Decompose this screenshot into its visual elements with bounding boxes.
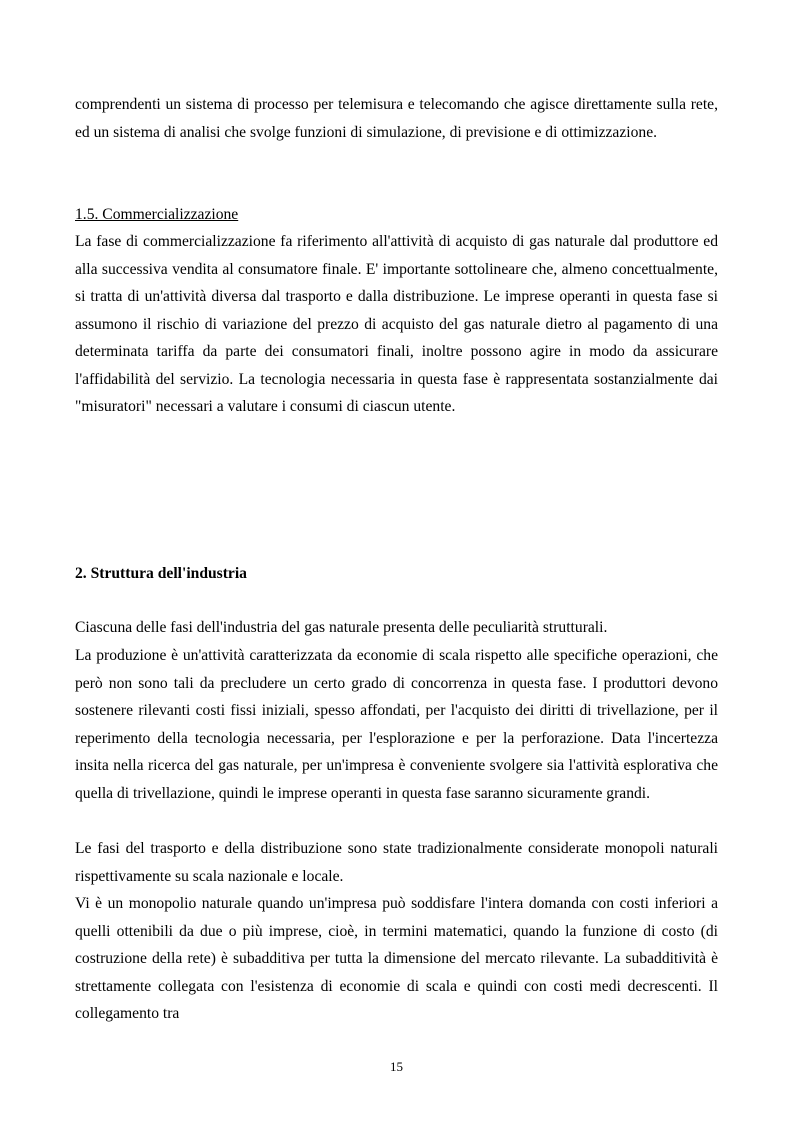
section-2-paragraph-3: Le fasi del trasporto e della distribuzione sono state tradizionalmente considerate monopoli naturali rispettivamente su scala nazionale e locale. [75,840,718,885]
page-number: 15 [390,1059,403,1074]
section-2-heading: 2. Struttura dell'industria [75,565,247,582]
section-1-5-heading: 1.5. Commercializzazione [75,206,239,223]
section-2-paragraph-2: La produzione è un'attività caratterizzata da economie di scala rispetto alle specifiche operazioni, che però non sono tali da precludere un certo grado di concorrenza in questa fase. I produttori devono sostenere rilevanti costi fissi iniziali, spesso affondati, per l'acquisto dei diritti di trivellazione, per il reperimento della tecnologia necessaria, per l'esplorazione e per la perforazione. Data l'incertezza insita nella ricerca del gas naturale, per un'impresa è conveniente svolgere sia l'attività esplorativa che quella di trivellazione, quindi le imprese operanti in questa fase saranno sicuramente grandi. [75,647,718,802]
section-2-paragraph-1: Ciascuna delle fasi dell'industria del gas naturale presenta delle peculiarità strutturali. [75,619,608,636]
section-2-paragraph-4: Vi è un monopolio naturale quando un'impresa può soddisfare l'intera domanda con costi inferiori a quelli ottenibili da due o più imprese, cioè, in termini matematici, quando la funzione di costo (di costruzione della rete) è subadditiva per tutta la dimensione del mercato rilevante. La subadditività è strettamente collegata con l'esistenza di economie di scala e quindi con costi medi decrescenti. Il collegamento tra [75,895,718,1022]
intro-paragraph: comprendenti un sistema di processo per telemisura e telecomando che agisce direttamente sulla rete, ed un sistema di analisi che svolge funzioni di simulazione, di previsione e di ottimizzazione. [75,96,718,141]
section-1-5-paragraph: La fase di commercializzazione fa riferimento all'attività di acquisto di gas naturale dal produttore ed alla successiva vendita al consumatore finale. E' importante sottolineare che, almeno concettualmente, si tratta di un'attività diversa dal trasporto e dalla distribuzione. Le imprese operanti in questa fase si assumono il rischio di variazione del prezzo di acquisto del gas naturale dietro al pagamento di una determinata tariffa da parte dei consumatori finali, inoltre possono agire in modo da assicurare l'affidabilità del servizio. La tecnologia necessaria in questa fase è rappresentata sostanzialmente dai "misuratori" necessari a valutare i consumi di ciascun utente. [75,233,718,415]
